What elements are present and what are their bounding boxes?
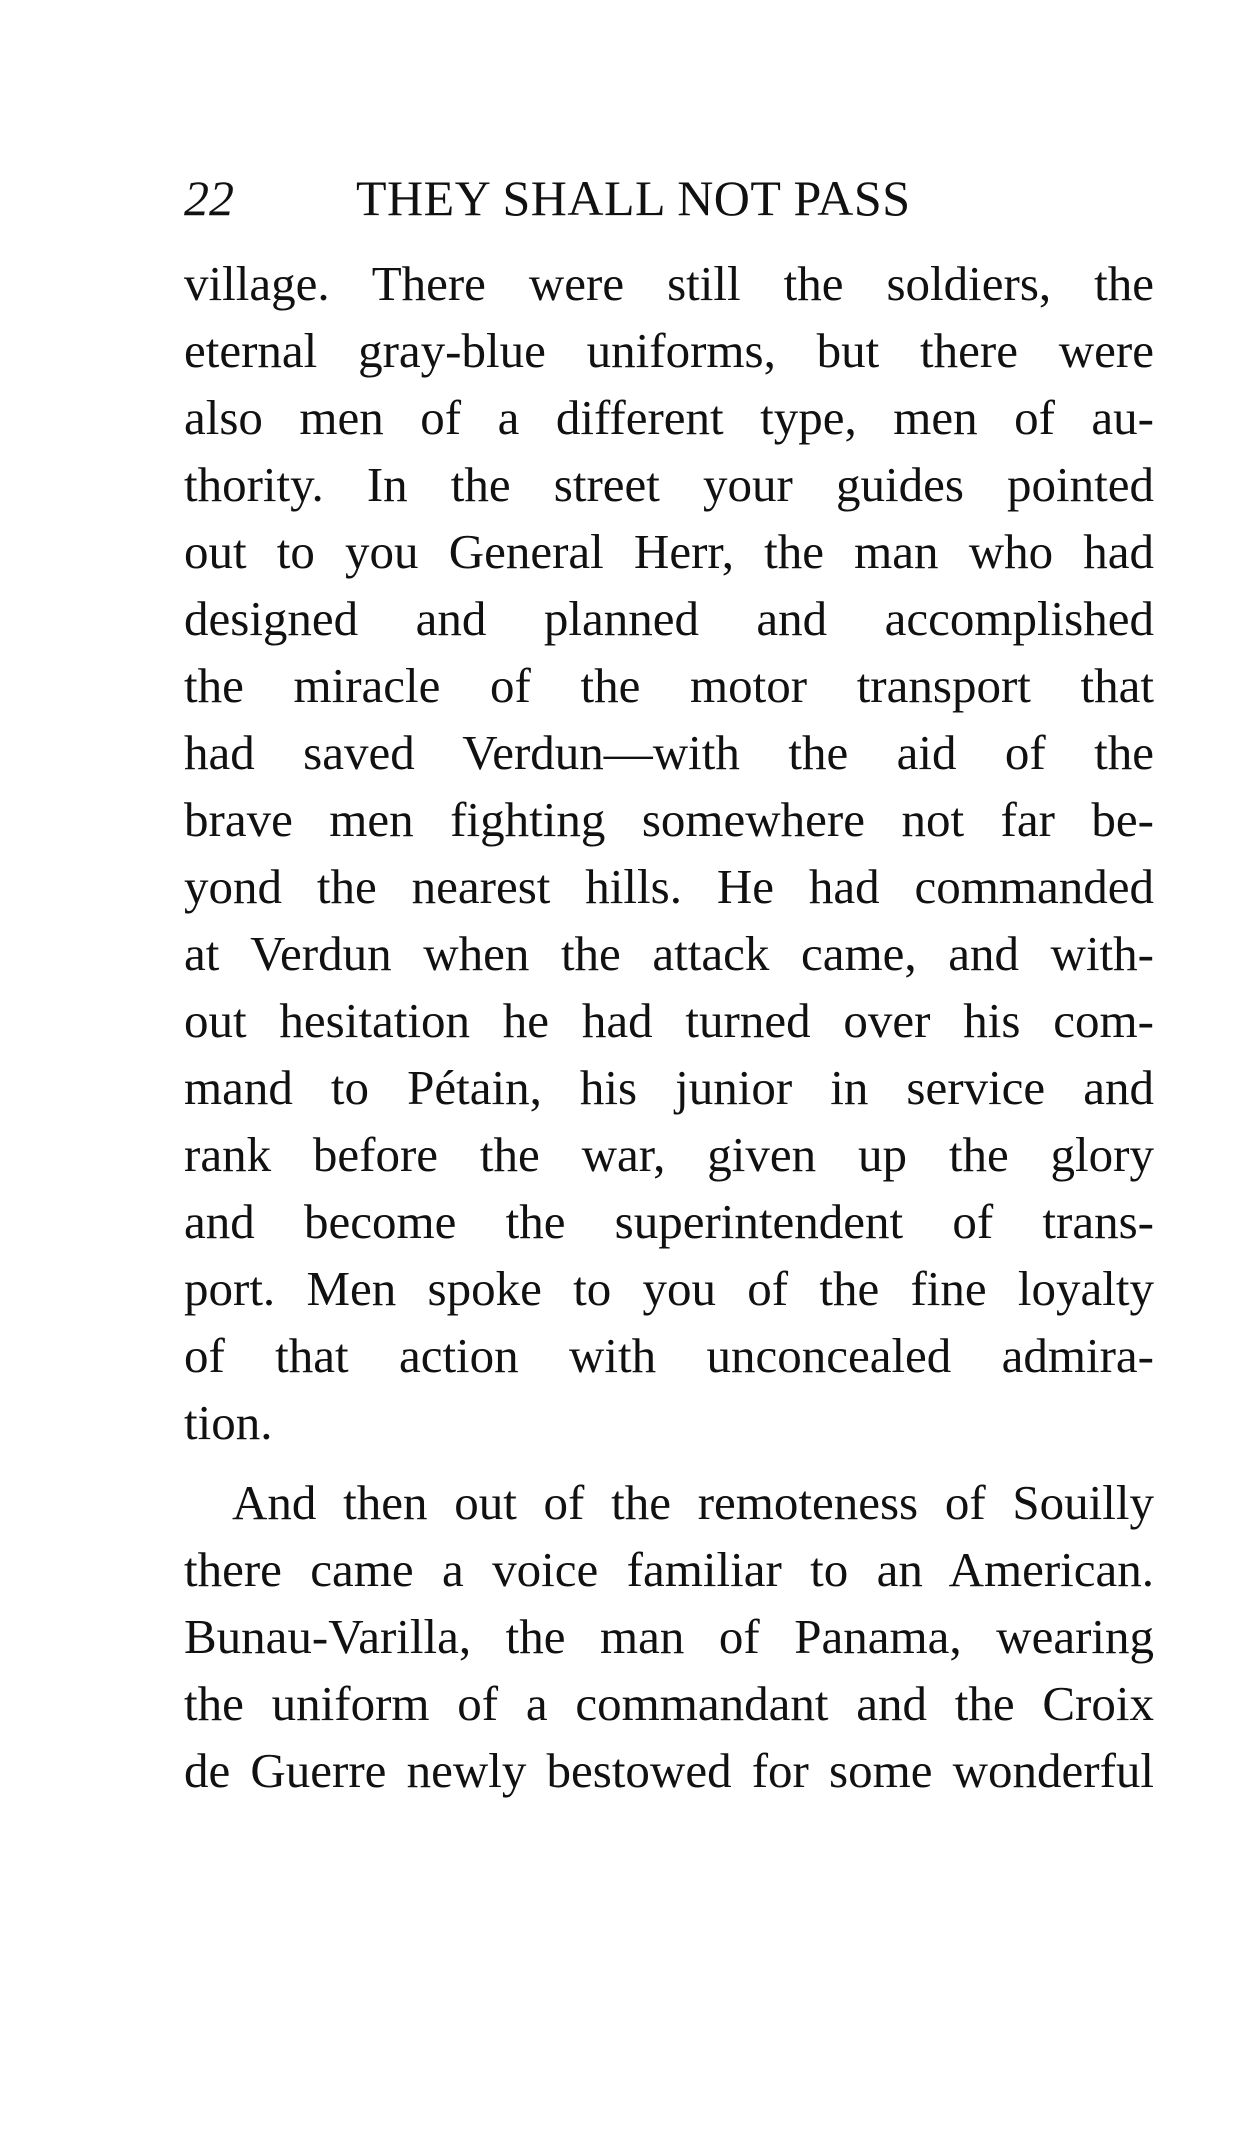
text-line: thority. In the street your guides pointed [184,457,1154,512]
text-line: the miracle of the motor transport that [184,658,1154,713]
paragraph [184,1469,1154,1804]
body-text [184,250,1154,1804]
text-line: at Verdun when the attack came, and with- [184,926,1154,981]
text-line: Bunau-Varilla, the man of Panama, wearing [184,1609,1154,1664]
text-line: And then out of the remoteness of Souilly [232,1475,1154,1530]
text-line: the uniform of a commandant and the Croix [184,1676,1154,1731]
text-line: also men of a different type, men of au- [184,390,1154,445]
text-line: there came a voice familiar to an American. [184,1542,1154,1597]
paragraph-gap [184,1456,1154,1469]
text-line: had saved Verdun—with the aid of the [184,725,1154,780]
text-line: and become the superintendent of trans- [184,1194,1154,1249]
text-line: mand to Pétain, his junior in service and [184,1060,1154,1115]
page-number: 22 [184,170,234,226]
text-line: designed and planned and accomplished [184,591,1154,646]
text-line: village. There were still the soldiers, the [184,256,1154,311]
text-line: yond the nearest hills. He had commanded [184,859,1154,914]
running-header [184,168,1154,228]
text-line: brave men fighting somewhere not far be- [184,792,1154,847]
text-line: rank before the war, given up the glory [184,1127,1154,1182]
text-line: eternal gray-blue uniforms, but there were [184,323,1154,378]
paragraph [184,250,1154,1456]
running-title: THEY SHALL NOT PASS [356,170,911,226]
text-line: out hesitation he had turned over his com- [184,993,1154,1048]
text-line: of that action with unconcealed admira- [184,1328,1154,1383]
text-line: tion. [184,1395,273,1450]
text-line: de Guerre newly bestowed for some wonderful [184,1743,1154,1798]
text-line: port. Men spoke to you of the fine loyalty [184,1261,1154,1316]
text-line: out to you General Herr, the man who had [184,524,1154,579]
